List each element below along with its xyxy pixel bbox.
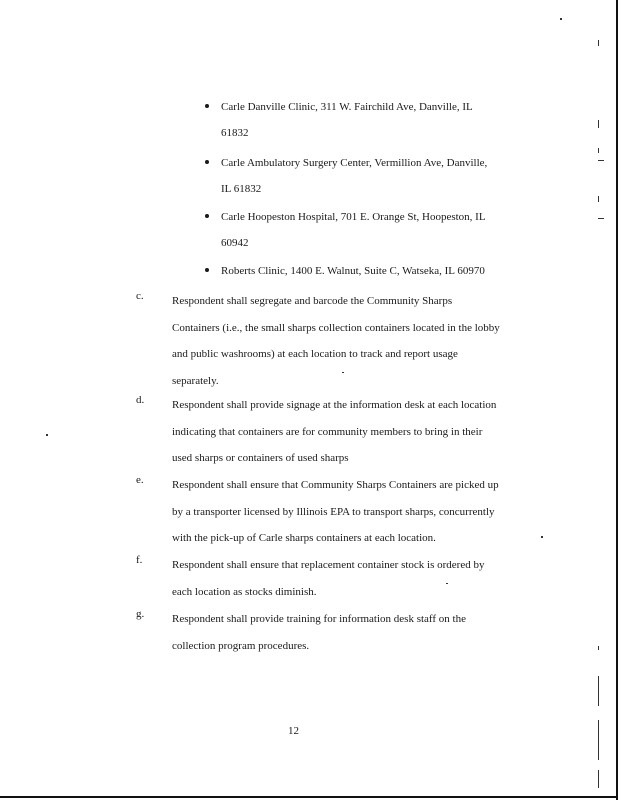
bullet-dot-icon	[205, 214, 209, 218]
paragraph-text: Respondent shall ensure that replacement container stock is ordered by each location as stocks diminish.	[172, 559, 485, 598]
scan-speck	[598, 770, 599, 788]
location-text: Carle Danville Clinic, 311 W. Fairchild Ave, Danville, IL 61832	[221, 101, 473, 139]
paragraph-text: Respondent shall provide training for information desk staff on the collection program procedures.	[172, 613, 466, 652]
scan-border-right	[616, 0, 618, 800]
scan-speck	[598, 160, 604, 161]
bullet-dot-icon	[205, 268, 209, 272]
scan-speck	[598, 40, 599, 46]
location-text: Roberts Clinic, 1400 E. Walnut, Suite C, Watseka, IL 60970	[221, 265, 485, 277]
bullet-dot-icon	[205, 104, 209, 108]
paragraph-letter: d.	[136, 394, 145, 406]
paragraph-letter: c.	[136, 290, 144, 302]
paragraph-text: Respondent shall segregate and barcode the Community Sharps Containers (i.e., the small sharps collection containers located in the lobby and public washrooms) at each location to track and report usage separately.	[172, 295, 500, 387]
paragraph-letter: e.	[136, 474, 144, 486]
scan-speck	[598, 218, 604, 219]
location-text: Carle Hoopeston Hospital, 701 E. Orange St, Hoopeston, IL 60942	[221, 211, 486, 249]
scan-speck	[46, 434, 48, 436]
paragraph-letter: g.	[136, 608, 145, 620]
scan-speck	[598, 676, 599, 706]
scan-border-bottom	[0, 796, 618, 798]
scan-speck	[598, 148, 599, 153]
paragraph-text: Respondent shall provide signage at the information desk at each location indicating that containers are for community members to bring in their used sharps or containers of used sharps	[172, 399, 497, 464]
location-text: Carle Ambulatory Surgery Center, Vermillion Ave, Danville, IL 61832	[221, 157, 488, 195]
scan-speck	[560, 18, 562, 20]
bullet-dot-icon	[205, 160, 209, 164]
paragraph-text: Respondent shall ensure that Community Sharps Containers are picked up by a transporter licensed by Illinois EPA to transport sharps, concurrently with the pick-up of Carle sharps containers at each location.	[172, 479, 499, 544]
paragraph-letter: f.	[136, 554, 143, 566]
scan-speck	[598, 120, 599, 128]
page-number: 12	[288, 725, 299, 737]
scan-speck	[541, 536, 543, 538]
scan-speck	[598, 196, 599, 202]
scan-speck	[598, 720, 599, 760]
scan-speck	[598, 646, 599, 650]
